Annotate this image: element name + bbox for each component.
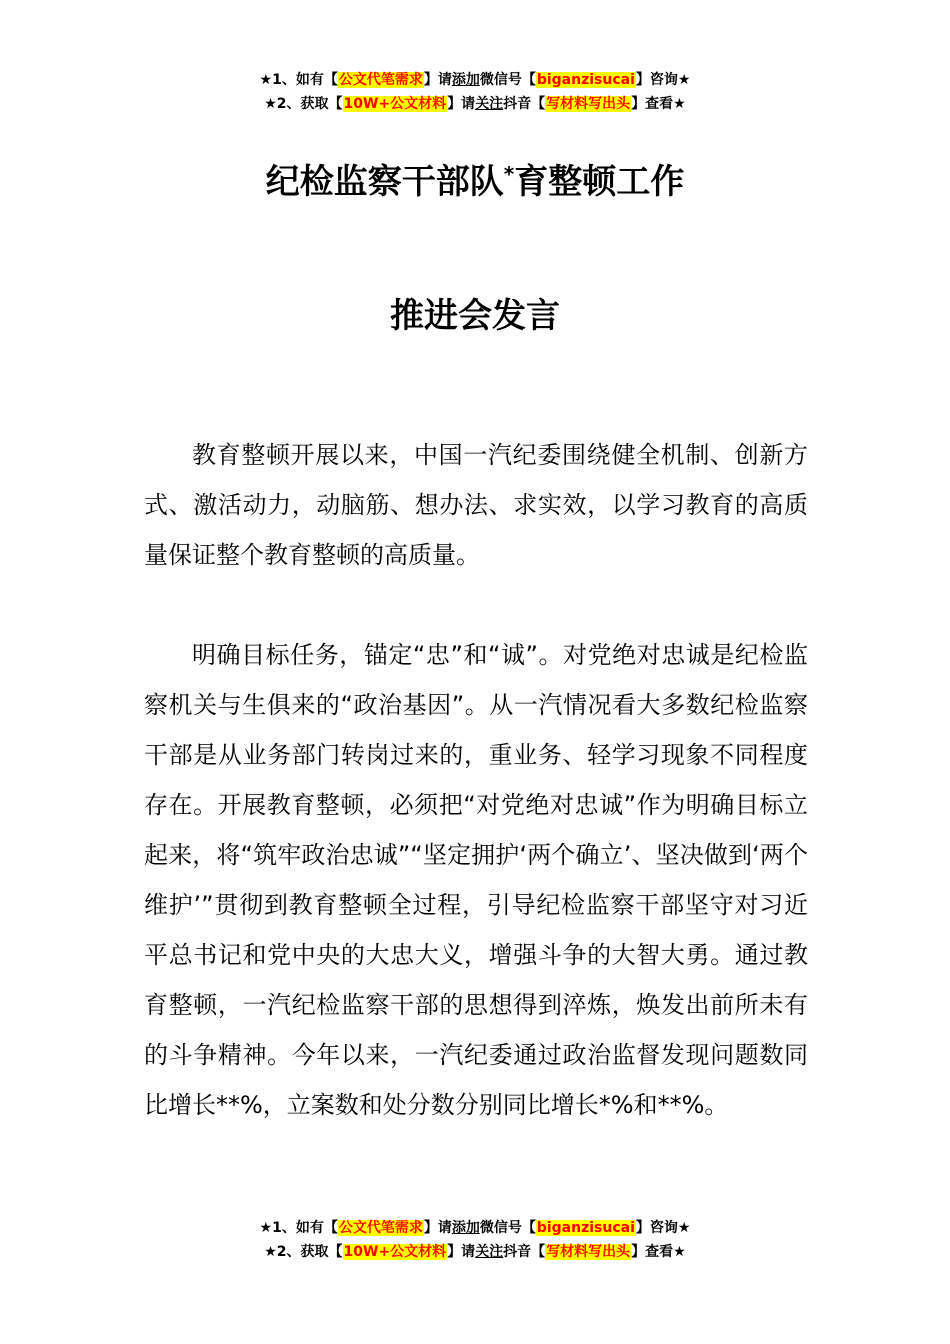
promo-line-2: ★2、获取【10W+公文材料】请关注抖音【写材料写出头】查看★	[264, 96, 686, 112]
paragraph-text: 教育整顿开展以来，中国一汽纪委围绕健全机制、创新方式、激活动力，动脑筋、想办法、求实效，以学习教育的高质量保证整个教育整顿的高质量。	[144, 441, 808, 569]
underlined-follow: 关注	[475, 96, 504, 112]
highlight-douyin-account: 写材料写出头	[546, 1244, 631, 1260]
highlight-wechat-id: biganzisucai	[536, 72, 635, 88]
highlight-service: 公文代笔需求	[338, 72, 423, 88]
promo-line-2: ★2、获取【10W+公文材料】请关注抖音【写材料写出头】查看★	[264, 1244, 686, 1260]
paragraph-2	[144, 630, 808, 1130]
paragraph-1	[144, 430, 808, 580]
document-title: 纪检监察干部队*育整顿工作	[265, 162, 685, 202]
document-subtitle: 推进会发言	[390, 296, 560, 336]
promo-line-1: ★1、如有【公文代笔需求】请添加微信号【biganzisucai】咨询★	[259, 72, 691, 88]
underlined-add: 添加	[451, 1220, 480, 1236]
promo-banner-bottom	[0, 1216, 950, 1264]
title-asterisk: *	[503, 162, 515, 186]
highlight-service: 公文代笔需求	[338, 1220, 423, 1236]
promo-line-1: ★1、如有【公文代笔需求】请添加微信号【biganzisucai】咨询★	[259, 1220, 691, 1236]
highlight-douyin-account: 写材料写出头	[546, 96, 631, 112]
underlined-add: 添加	[451, 72, 480, 88]
underlined-follow: 关注	[475, 1244, 504, 1260]
highlight-materials: 10W+公文材料	[343, 1244, 447, 1260]
highlight-materials: 10W+公文材料	[343, 96, 447, 112]
highlight-wechat-id: biganzisucai	[536, 1220, 635, 1236]
promo-banner-top	[0, 68, 950, 116]
paragraph-text: 明确目标任务，锚定“忠”和“诚”。对党绝对忠诚是纪检监察机关与生俱来的“政治基因”。从一汽情况看大多数纪检监察干部是从业务部门转岗过来的，重业务、轻学习现象不同程度存在。开展教育整顿，必须把“对党绝对忠诚”作为明确目标立起来，将“筑牢政治忠诚”“坚定拥护‘两个确立’、坚决做到‘两个维护’”贯彻到教育整顿全过程，引导纪检监察干部坚守对习近平总书记和党中央的大忠大义，增强斗争的大智大勇。通过教育整顿，一汽纪检监察干部的思想得到淬炼，焕发出前所未有的斗争精神。今年以来，一汽纪委通过政治监督发现问题数同比增长**%，立案数和处分数分别同比增长*%和**%。	[144, 641, 808, 1119]
